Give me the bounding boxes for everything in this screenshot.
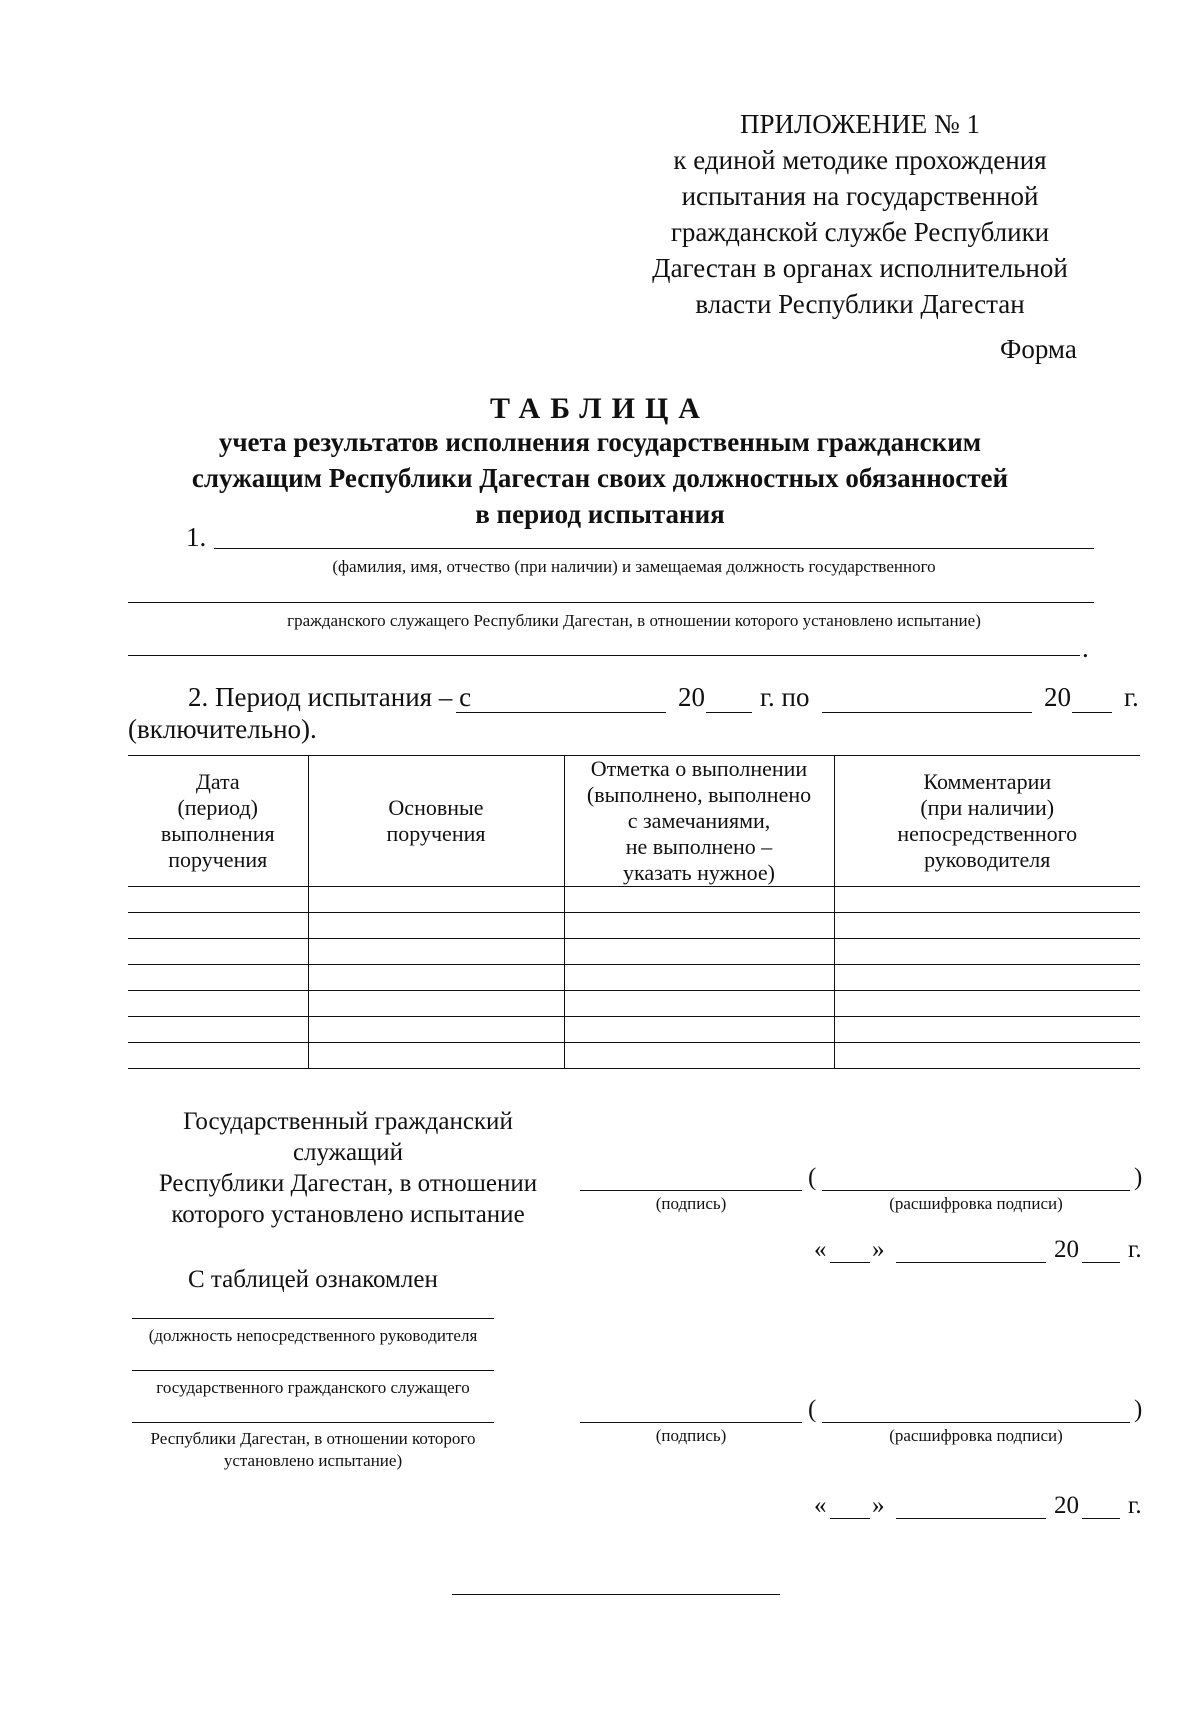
employee-sign-caption: (подпись)	[655, 1194, 727, 1213]
manager-line-3[interactable]	[132, 1422, 494, 1423]
header-line: указать нужное)	[623, 860, 775, 885]
document-subtitle	[0, 424, 1200, 532]
table-cell[interactable]	[308, 965, 564, 991]
acquainted-label: С таблицей ознакомлен	[188, 1266, 438, 1293]
header-comments	[834, 756, 1140, 887]
header-line: Основные	[388, 795, 484, 820]
manager-signature-line[interactable]	[580, 1422, 802, 1423]
date-year: 20	[1054, 1492, 1079, 1519]
date-month-line[interactable]	[896, 1262, 1046, 1263]
date-day-line[interactable]	[830, 1518, 870, 1519]
header-line: непосредственного	[897, 821, 1078, 846]
appendix-line: гражданской службе Республики	[670, 217, 1050, 247]
manager-caption-2: государственного гражданского служащего	[156, 1378, 470, 1397]
close-paren-icon: )	[1134, 1164, 1143, 1191]
table-cell[interactable]	[564, 913, 834, 939]
date-open-quote: «	[814, 1492, 827, 1519]
header-line: поручения	[386, 821, 486, 846]
item1-fill-line-2[interactable]	[128, 602, 1094, 603]
period-end-line[interactable]	[822, 712, 1032, 713]
table-cell[interactable]	[128, 1043, 308, 1069]
subtitle-line: учета результатов исполнения государственным гражданским	[218, 427, 982, 457]
header-line: поручения	[168, 847, 268, 872]
period-label: 2. Период испытания – с	[188, 682, 472, 712]
date-year: 20	[1054, 1236, 1079, 1263]
item1-fill-line-1[interactable]	[214, 548, 1094, 549]
appendix-line: ПРИЛОЖЕНИЕ № 1	[739, 109, 981, 139]
appendix-line: власти Республики Дагестан	[695, 289, 1025, 319]
table-cell[interactable]	[128, 939, 308, 965]
table-row	[128, 991, 1140, 1017]
item1-end-dot: .	[1082, 633, 1089, 663]
table-row	[128, 1043, 1140, 1069]
header-tasks	[308, 756, 564, 887]
document-title: ТАБЛИЦА	[490, 392, 710, 425]
table-cell[interactable]	[308, 939, 564, 965]
date-year-line[interactable]	[1082, 1518, 1120, 1519]
employee-label-line: Республики Дагестан, в отношении	[158, 1170, 538, 1197]
table-cell[interactable]	[834, 991, 1140, 1017]
appendix-header	[600, 106, 1120, 322]
subtitle-line: служащим Республики Дагестан своих должностных обязанностей	[191, 463, 1009, 493]
item1-number: 1.	[186, 522, 207, 552]
bottom-separator	[452, 1594, 780, 1595]
period-inclusive: (включительно).	[128, 714, 317, 744]
open-paren-icon: (	[808, 1396, 817, 1423]
table-cell[interactable]	[834, 913, 1140, 939]
appendix-line: испытания на государственной	[681, 181, 1039, 211]
header-date	[128, 756, 308, 887]
appendix-line: Дагестан в органах исполнительной	[652, 253, 1068, 283]
table-cell[interactable]	[128, 965, 308, 991]
header-line: (выполнено, выполнено	[586, 782, 812, 807]
manager-decode-caption: (расшифровка подписи)	[889, 1426, 1063, 1445]
header-line: Дата	[195, 769, 240, 794]
table-body	[128, 887, 1140, 1069]
close-paren-icon: )	[1134, 1396, 1143, 1423]
table-header-row	[128, 756, 1140, 887]
manager-decode-line[interactable]	[822, 1422, 1130, 1423]
table-cell[interactable]	[128, 1017, 308, 1043]
table-cell[interactable]	[308, 991, 564, 1017]
date-close-quote: »	[872, 1492, 885, 1519]
date-suffix: г.	[1128, 1236, 1142, 1263]
employee-decode-caption: (расшифровка подписи)	[889, 1194, 1063, 1213]
table-cell[interactable]	[128, 991, 308, 1017]
manager-caption-3-line: Республики Дагестан, в отношении которого	[150, 1429, 476, 1448]
header-line: (при наличии)	[920, 795, 1055, 820]
table-row	[128, 1017, 1140, 1043]
date-close-quote: »	[872, 1236, 885, 1263]
date-suffix: г.	[1128, 1492, 1142, 1519]
employee-signature-line[interactable]	[580, 1190, 802, 1191]
table-cell[interactable]	[564, 939, 834, 965]
period-mid: г. по	[760, 682, 810, 712]
header-line: не выполнено –	[625, 834, 773, 859]
manager-line-2[interactable]	[132, 1370, 494, 1371]
item1-caption-2: гражданского служащего Республики Дагестан, в отношении которого установлено испытание)	[287, 611, 981, 630]
period-year-1: 20	[678, 682, 705, 712]
table-cell[interactable]	[834, 1043, 1140, 1069]
table-cell[interactable]	[308, 887, 564, 913]
table-cell[interactable]	[308, 1043, 564, 1069]
appendix-line: к единой методике прохождения	[673, 145, 1047, 175]
manager-position-line[interactable]	[132, 1318, 494, 1319]
table-cell[interactable]	[564, 887, 834, 913]
item1-caption-1: (фамилия, имя, отчество (при наличии) и замещаемая должность государственного	[332, 557, 936, 576]
employee-label	[126, 1106, 570, 1230]
table-cell[interactable]	[564, 991, 834, 1017]
table-cell[interactable]	[564, 1043, 834, 1069]
table-row	[128, 913, 1140, 939]
table-row	[128, 965, 1140, 991]
header-line: с замечаниями,	[627, 808, 771, 833]
employee-label-line: которого установлено испытание	[171, 1201, 525, 1228]
header-line: Комментарии	[923, 769, 1052, 794]
date-open-quote: «	[814, 1236, 827, 1263]
date-month-line[interactable]	[896, 1518, 1046, 1519]
form-label: Форма	[1000, 334, 1077, 364]
table-cell[interactable]	[564, 965, 834, 991]
table-row	[128, 887, 1140, 913]
table-cell[interactable]	[834, 939, 1140, 965]
table-cell[interactable]	[834, 1017, 1140, 1043]
employee-label-line: Государственный гражданский служащий	[183, 1108, 513, 1166]
date-day-line[interactable]	[830, 1262, 870, 1263]
period-year-2: 20	[1044, 682, 1071, 712]
open-paren-icon: (	[808, 1164, 817, 1191]
results-table	[128, 755, 1140, 1069]
manager-caption-3	[132, 1428, 494, 1472]
manager-caption-1: (должность непосредственного руководителя	[148, 1326, 478, 1345]
header-line: выполнения	[160, 821, 275, 846]
table-row	[128, 939, 1140, 965]
header-line: руководителя	[924, 847, 1051, 872]
table-cell[interactable]	[834, 887, 1140, 913]
item1-fill-line-3[interactable]	[128, 655, 1080, 656]
period-start-line[interactable]	[456, 712, 666, 713]
subtitle-line: в период испытания	[475, 499, 725, 529]
date-year-line[interactable]	[1082, 1262, 1120, 1263]
period-suffix: г.	[1124, 682, 1139, 712]
header-status	[564, 756, 834, 887]
table-cell[interactable]	[564, 1017, 834, 1043]
header-line: (период)	[177, 795, 259, 820]
table-cell[interactable]	[308, 913, 564, 939]
period-year-2-line[interactable]	[1072, 712, 1112, 713]
manager-caption-3-line: установлено испытание)	[223, 1451, 403, 1470]
table-cell[interactable]	[308, 1017, 564, 1043]
period-year-1-line[interactable]	[706, 712, 752, 713]
header-line: Отметка о выполнении	[590, 756, 808, 781]
table-cell[interactable]	[128, 887, 308, 913]
manager-sign-caption: (подпись)	[655, 1426, 727, 1445]
table-cell[interactable]	[128, 913, 308, 939]
employee-decode-line[interactable]	[822, 1190, 1130, 1191]
table-cell[interactable]	[834, 965, 1140, 991]
